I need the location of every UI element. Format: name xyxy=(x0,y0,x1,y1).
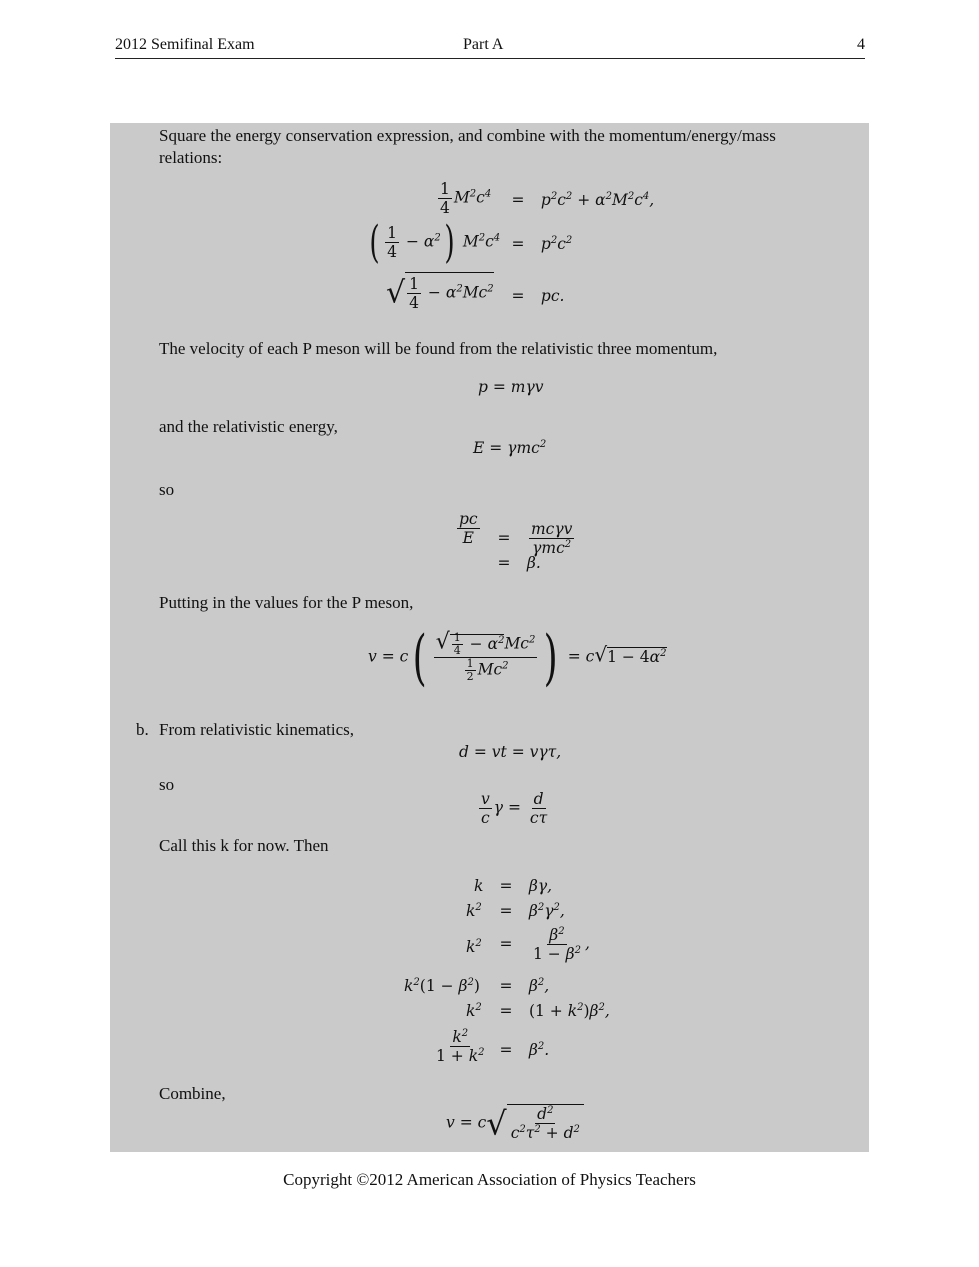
copyright-footer: Copyright ©2012 American Association of Physics Teachers xyxy=(283,1170,696,1189)
eq-beta: = β. xyxy=(497,554,541,572)
eq-k-lhs-1: k xyxy=(474,877,484,895)
eq-k-lhs-5: $k^2$ xyxy=(466,1002,482,1020)
eq-k-lhs-2: $k^2$ xyxy=(466,902,482,920)
combine-text: Combine, xyxy=(159,1084,226,1103)
eq-k-rhs-4: = $\beta^2$, xyxy=(499,977,550,995)
part-b-label: b. xyxy=(136,720,149,739)
so-text-2: so xyxy=(159,775,175,794)
putting-text: Putting in the values for the P meson, xyxy=(159,593,414,612)
eq-k-lhs-4: $k^2(1 - \beta^2)$ xyxy=(404,977,480,995)
eq-k-rhs-5: = $(1 + k^2)\beta^2$, xyxy=(499,1002,610,1020)
eq-momentum: p = mγv xyxy=(478,378,544,396)
eq-energy: E = γmc$^2$ xyxy=(473,439,547,457)
call-k-text: Call this k for now. Then xyxy=(159,836,329,855)
eq1-rhs: = $p^2c^2 + \alpha^2M^2c^4$, xyxy=(511,191,655,209)
eq-distance: d = vt = vγτ, xyxy=(459,743,562,761)
intro-line2: relations: xyxy=(159,148,223,167)
eq-k-rhs-3: = $\frac{\beta^2}{1 - \beta^2}$ , xyxy=(499,926,590,963)
eq-final-velocity: v = c√ $\frac{d^2}{c^2\tau^2 + d^2}$ xyxy=(446,1104,584,1142)
eq-k-rhs-1: = βγ, xyxy=(499,877,553,895)
velocity-text: The velocity of each P meson will be found from the relativistic three momentum, xyxy=(159,339,718,358)
eq-k-def: $\frac{v}{c}$ γ = $\frac{d}{c\tau}$ xyxy=(481,790,548,827)
eq3-lhs: √ $\frac{1}{4}$ − $\alpha^2Mc^2$ xyxy=(386,272,494,312)
header-left: 2012 Semifinal Exam xyxy=(115,36,255,53)
so-text-1: so xyxy=(159,480,175,499)
eq2-rhs: = $p^2c^2$ xyxy=(511,235,573,253)
eq-k-lhs-6: $\frac{k^2}{1 + k^2}$ xyxy=(436,1028,485,1065)
eq1-lhs: $\frac{1}{4}$ $M^2c^4$ xyxy=(440,180,492,217)
page-header xyxy=(115,36,865,59)
eq-velocity-p-meson: v = c( √ $\frac{1}{4}$ − $\alpha^2Mc^2$ $\frac{1}{2}$ Mc$^2$ ) = $c√1 - 4\alpha^2$ xyxy=(368,622,667,693)
eq3-rhs: = pc. xyxy=(511,287,565,305)
intro-line1: Square the energy conservation expression, and combine with the momentum/energy/mass xyxy=(159,126,776,145)
eq-pc-over-e: $\frac{pc}{E}$ xyxy=(459,510,478,547)
energy-text: and the relativistic energy, xyxy=(159,417,338,436)
eq-k-rhs-2: = $\beta^2\gamma^2$, xyxy=(499,902,565,920)
header-center: Part A xyxy=(463,36,504,53)
eq-ratio-rhs: = $\frac{\text{mcγv}}{\gamma mc^2}$ xyxy=(497,520,573,557)
header-page-number: 4 xyxy=(857,36,865,53)
part-b-text: From relativistic kinematics, xyxy=(159,720,354,739)
eq-k-lhs-3: $k^2$ xyxy=(466,938,482,956)
eq-k-rhs-6: = $\beta^2$. xyxy=(499,1041,550,1059)
eq2-lhs: ( $\frac{1}{4}$ − $\alpha^2$) $M^2c^4$ xyxy=(369,216,501,268)
